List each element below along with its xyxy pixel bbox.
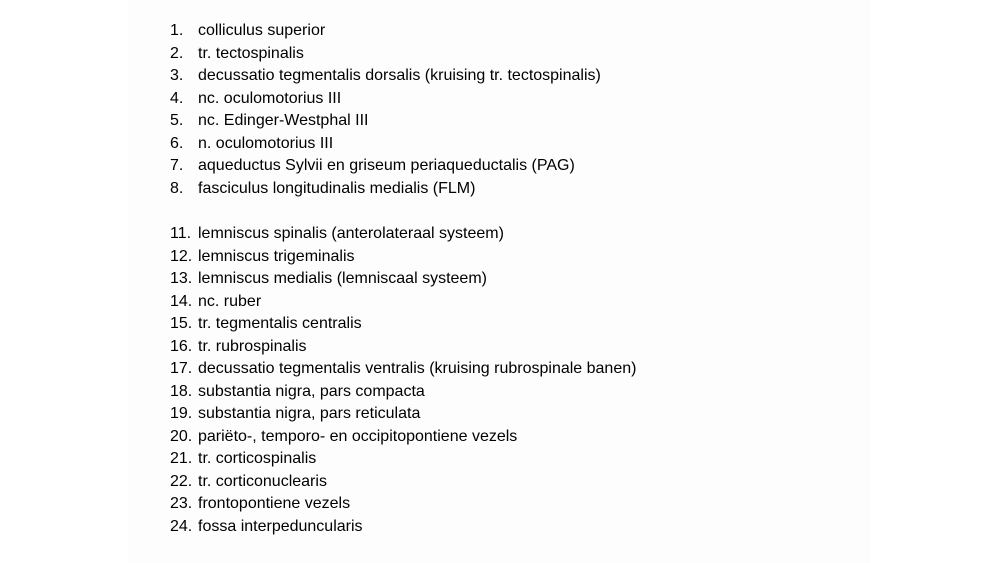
list-item: 13. lemniscus medialis (lemniscaal systeem) [170, 270, 487, 287]
list-item: 11. lemniscus spinalis (anterolateraal systeem) [170, 225, 504, 242]
list-item: 16. tr. rubrospinalis [170, 337, 307, 355]
list-item: 5. nc. Edinger-Westphal III [170, 112, 369, 129]
list-item: 15. tr. tegmentalis centralis [170, 315, 362, 332]
label-list-group-2 [170, 223, 636, 538]
list-item: 22. tr. corticonuclearis [170, 472, 327, 490]
list-item: 2. tr. tectospinalis [170, 44, 304, 62]
list-item: 21. tr. corticospinalis [170, 450, 317, 467]
list-item: 8. fasciculus longitudinalis medialis (FLM) [170, 179, 476, 197]
slide-margin-left [0, 0, 128, 563]
list-item: 14. nc. ruber [170, 292, 262, 310]
list-item: 20. pariëto-, temporo- en occipitopontiene vezels [170, 427, 518, 445]
list-item: 6. n. oculomotorius III [170, 134, 334, 152]
list-item: 7. aqueductus Sylvii en griseum periaqueductalis (PAG) [170, 157, 575, 174]
list-item: 19. substantia nigra, pars reticulata [170, 405, 421, 422]
list-item: 12. lemniscus trigeminalis [170, 247, 355, 265]
list-item: 18. substantia nigra, pars compacta [170, 382, 425, 400]
list-item: 23. frontopontiene vezels [170, 495, 351, 512]
list-item: 17. decussatio tegmentalis ventralis (kruising rubrospinale banen) [170, 360, 637, 377]
list-item: 3. decussatio tegmentalis dorsalis (kruising tr. tectospinalis) [170, 67, 601, 84]
label-list-group-1 [170, 20, 601, 200]
list-item: 4. nc. oculomotorius III [170, 89, 342, 107]
list-item: 1. colliculus superior [170, 22, 326, 39]
list-item: 24. fossa interpeduncularis [170, 517, 363, 535]
